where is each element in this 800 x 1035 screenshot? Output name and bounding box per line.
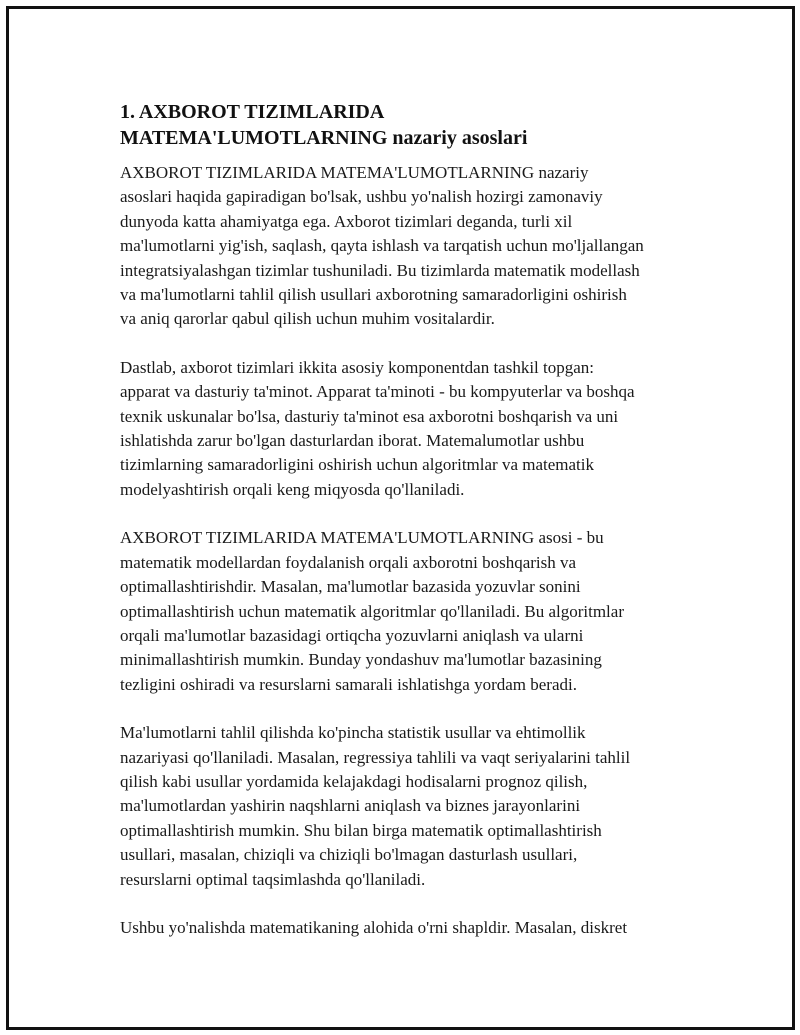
text-line: va aniq qarorlar qabul qilish uchun muhim vositalardir. [120, 309, 495, 329]
text-line: usullari, masalan, chiziqli va chiziqli bo'lmagan dasturlash usullari, [120, 845, 578, 865]
text-line: minimallashtirish mumkin. Bunday yondashuv ma'lumotlar bazasining [120, 650, 602, 670]
text-line: matematik modellardan foydalanish orqali axborotni boshqarish va [120, 552, 577, 572]
text-line: apparat va dasturiy ta'minot. Apparat ta'minoti - bu kompyuterlar va boshqa [120, 382, 635, 402]
paragraph-4 [120, 721, 700, 892]
text-line: Ma'lumotlarni tahlil qilishda ko'pincha statistik usullar va ehtimollik [120, 723, 586, 743]
text-line: dunyoda katta ahamiyatga ega. Axborot tizimlari deganda, turli xil [120, 211, 573, 231]
text-line: optimallashtirish uchun matematik algoritmlar qo'llaniladi. Bu algoritmlar [120, 601, 624, 621]
text-line: ma'lumotlarni yig'ish, saqlash, qayta ishlash va tarqatish uchun mo'ljallangan [120, 236, 644, 256]
text-line: integratsiyalashgan tizimlar tushuniladi. Bu tizimlarda matematik modellash [120, 260, 640, 280]
text-line: nazariyasi qo'llaniladi. Masalan, regressiya tahlili va vaqt seriyalarini tahlil [120, 747, 631, 767]
paragraph-2 [120, 356, 700, 502]
section-title [120, 99, 700, 151]
text-line: AXBOROT TIZIMLARIDA MATEMA'LUMOTLARNING asosi - bu [120, 528, 604, 548]
text-line: optimallashtirish mumkin. Shu bilan birga matematik optimallashtirish [120, 820, 602, 840]
text-line: Ushbu yo'nalishda matematikaning alohida o'rni shapldir. Masalan, diskret [120, 917, 628, 937]
text-line: AXBOROT TIZIMLARIDA MATEMA'LUMOTLARNING nazariy [120, 163, 589, 182]
title-line: 1. AXBOROT TIZIMLARIDA [120, 101, 385, 123]
text-line: ma'lumotlardan yashirin naqshlarni aniqlash va biznes jarayonlarini [120, 796, 581, 816]
paragraph-3 [120, 526, 700, 697]
text-line: texnik uskunalar bo'lsa, dasturiy ta'minot esa axborotni boshqarish va uni [120, 406, 619, 426]
text-line: ishlatishda zarur bo'lgan dasturlardan iborat. Matemalumotlar ushbu [120, 431, 585, 451]
text-line: modelyashtirish orqali keng miqyosda qo'llaniladi. [120, 479, 465, 499]
text-line: Dastlab, axborot tizimlari ikkita asosiy komponentdan tashkil topgan: [120, 357, 595, 377]
text-line: qilish kabi usullar yordamida kelajakdagi hodisalarni prognoz qilish, [120, 771, 588, 791]
text-line: resurslarni optimal taqsimlashda qo'llaniladi. [120, 869, 426, 889]
text-line: asoslari haqida gapiradigan bo'lsak, ushbu yo'nalish hozirgi zamonaviy [120, 187, 603, 207]
paragraph-1 [120, 161, 700, 332]
text-line: optimallashtirishdir. Masalan, ma'lumotlar bazasida yozuvlar sonini [120, 577, 581, 597]
document-page [6, 6, 795, 1030]
text-line: tizimlarning samaradorligini oshirish uchun algoritmlar va matematik [120, 455, 594, 475]
title-line: MATEMA'LUMOTLARNING nazariy asoslari [120, 127, 528, 149]
text-line: orqali ma'lumotlar bazasidagi ortiqcha yozuvlarni aniqlash va ularni [120, 625, 584, 645]
text-line: va ma'lumotlarni tahlil qilish usullari axborotning samaradorligini oshirish [120, 285, 627, 305]
text-line: tezligini oshiradi va resurslarni samarali ishlatishga yordam beradi. [120, 674, 577, 694]
paragraph-5 [120, 916, 700, 940]
document-body [120, 99, 700, 964]
